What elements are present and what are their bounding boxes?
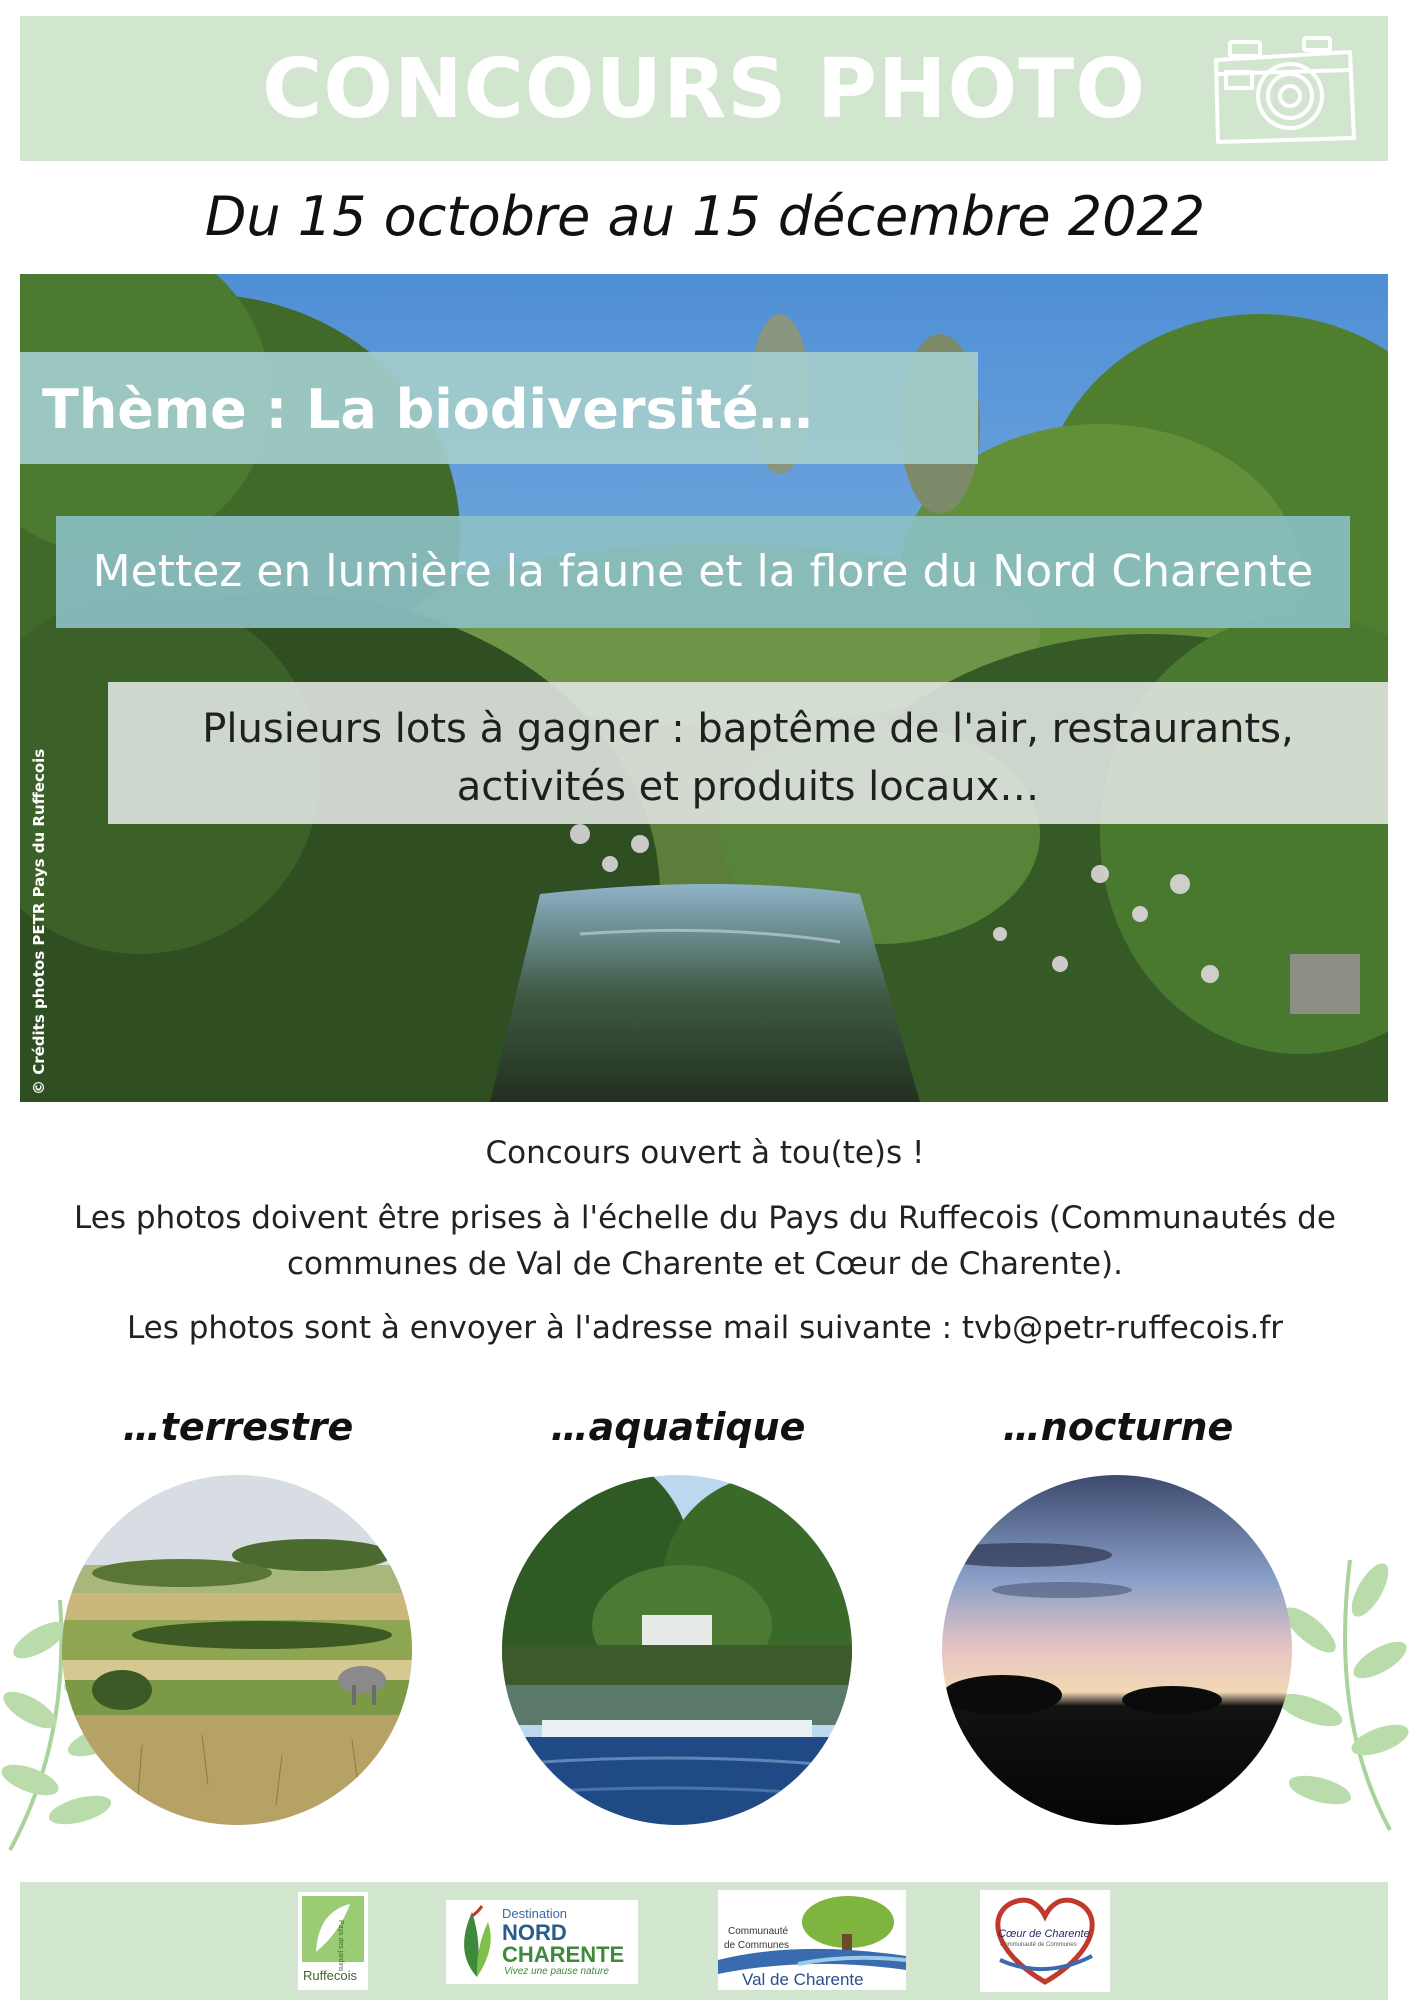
coeur-de-charente-name: Cœur de Charente bbox=[998, 1928, 1090, 1940]
val-de-charente-name: Val de Charente bbox=[742, 1970, 864, 1989]
prizes-line-1: Plusieurs lots à gagner : baptême de l'air, restaurants, bbox=[202, 706, 1294, 752]
prizes-banner bbox=[108, 682, 1388, 824]
open-to-all-text: Concours ouvert à tou(te)s ! bbox=[485, 1135, 925, 1171]
prizes-text bbox=[108, 700, 1388, 816]
leaf-branch-right-icon bbox=[1270, 1540, 1410, 1840]
subtitle-banner bbox=[56, 516, 1350, 628]
photo-credits: © Crédits photos PETR Pays du Ruffecois bbox=[30, 748, 48, 1095]
send-email-text: Les photos sont à envoyer à l'adresse mail suivante : tvb@petr-ruffecois.fr bbox=[126, 1310, 1284, 1346]
nord-charente-line1: Destination bbox=[502, 1906, 568, 1921]
heart-icon bbox=[980, 1890, 1110, 1992]
logo-coeur-de-charente bbox=[980, 1890, 1110, 1992]
coeur-de-charente-tagline: Communauté de Communes bbox=[1000, 1942, 1077, 1948]
photo-aquatique bbox=[502, 1475, 852, 1825]
category-label-aquatique: …aquatique bbox=[550, 1405, 806, 1449]
theme-banner bbox=[20, 352, 978, 464]
photo-nocturne bbox=[942, 1475, 1292, 1825]
camera-icon bbox=[1208, 30, 1358, 148]
logo-val-de-charente bbox=[718, 1890, 906, 1990]
footer-logos-bar bbox=[20, 1882, 1388, 2000]
scope-text bbox=[60, 1195, 1350, 1287]
logo-nord-charente bbox=[446, 1900, 638, 1984]
category-label-nocturne: …nocturne bbox=[1002, 1405, 1234, 1449]
prizes-line-2: activités et produits locaux… bbox=[456, 764, 1040, 810]
ruffecois-name: Ruffecois bbox=[303, 1968, 357, 1983]
header-banner bbox=[20, 16, 1388, 161]
contest-dates: Du 15 octobre au 15 décembre 2022 bbox=[204, 185, 1206, 248]
nord-charente-leaf-icon bbox=[452, 1902, 502, 1982]
photo-terrestre bbox=[62, 1475, 412, 1825]
subtitle-text: Mettez en lumière la faune et la flore du Nord Charente bbox=[92, 546, 1314, 597]
theme-text: Thème : La biodiversité… bbox=[42, 378, 813, 441]
nord-charente-line3: CHARENTE bbox=[502, 1942, 625, 1967]
logo-ruffecois bbox=[298, 1892, 368, 1990]
category-label-terrestre: …terrestre bbox=[122, 1405, 354, 1449]
val-de-charente-line2: de Communes bbox=[724, 1940, 790, 1951]
nord-charente-line2: NORD bbox=[502, 1920, 567, 1945]
ruffecois-tagline: Pays des jardins bbox=[337, 1920, 344, 1972]
nord-charente-tagline: Vivez une pause nature bbox=[504, 1966, 609, 1977]
scope-line-2: communes de Val de Charente et Cœur de Charente). bbox=[287, 1246, 1123, 1282]
page-title: CONCOURS PHOTO bbox=[262, 42, 1146, 137]
val-de-charente-line1: Communauté bbox=[728, 1926, 789, 1937]
scope-line-1: Les photos doivent être prises à l'échelle du Pays du Ruffecois (Communautés de bbox=[74, 1200, 1336, 1236]
